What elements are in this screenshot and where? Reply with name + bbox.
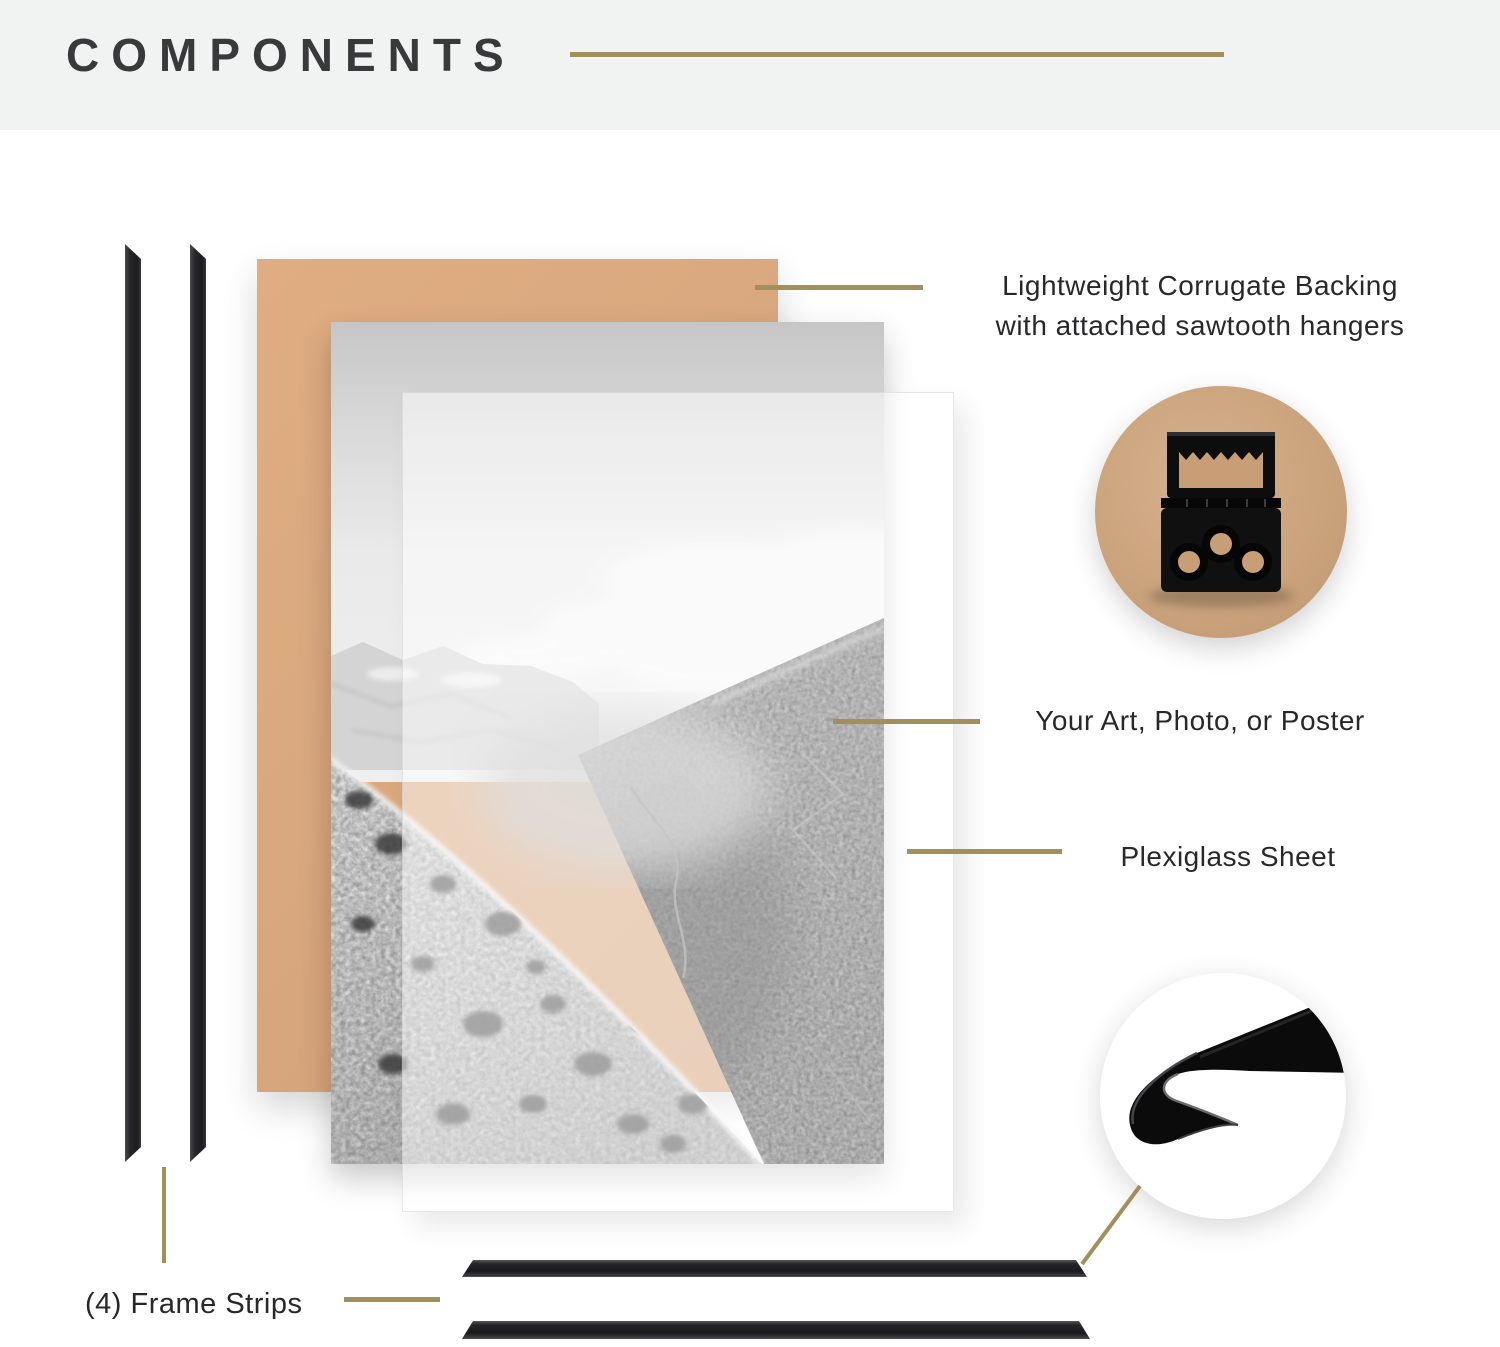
connector-line-backing [755,285,923,290]
label-backing-line2: with attached sawtooth hangers [995,310,1405,341]
sawtooth-hanger-inset [1095,386,1347,638]
connector-line-art [833,719,980,724]
connector-line-strips-vertical [162,1167,166,1263]
label-backing [945,266,1455,346]
plexiglass-sheet [402,392,954,1212]
connector-line-plexiglass [907,849,1062,854]
label-plexiglass: Plexiglass Sheet [1120,841,1336,872]
connector-line-strips-horizontal [344,1297,440,1302]
frame-strip-horizontal-1 [462,1260,1087,1277]
label-backing-line1: Lightweight Corrugate Backing [1002,270,1398,301]
frame-strip-profile-icon [1129,987,1346,1144]
frame-strip-vertical-2 [190,244,206,1162]
frame-strip-vertical-1 [125,244,141,1162]
sawtooth-hanger-icon [1161,432,1281,592]
frame-strip-horizontal-2 [462,1321,1090,1339]
label-art: Your Art, Photo, or Poster [1035,705,1365,736]
label-frame-strips: (4) Frame Strips [85,1288,303,1320]
page-title: COMPONENTS [66,29,516,81]
title-rule-line [570,52,1224,57]
